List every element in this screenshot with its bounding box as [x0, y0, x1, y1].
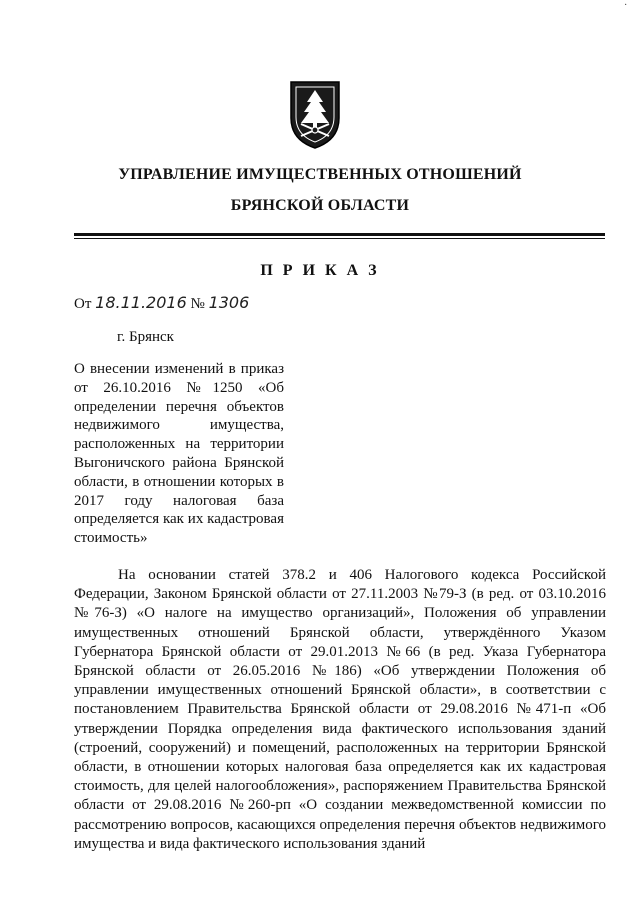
number-label: № [190, 296, 205, 312]
scan-mark: · [624, 0, 628, 11]
org-title-line1: УПРАВЛЕНИЕ ИМУЩЕСТВЕННЫХ ОТНОШЕНИЙ [118, 166, 522, 183]
org-title-line2: БРЯНСКОЙ ОБЛАСТИ [230, 197, 410, 214]
document-type-title: П Р И К А З [260, 262, 380, 279]
order-body-paragraph: На основании статей 378.2 и 406 Налогового кодекса Российской Федерации, Законом Брянской области от 27.11.2003 №79-З (в ред. от 03.10.2016 №76-З) «О налоге на имущество организаций», Положения об управлении имущественных отношений Брянской области, утверждённого Указом Губернатора Брянской области от 29.01.2013 №66 (в ред. Указа Губернатора Брянской области от 26.05.2016 №186) «Об утверждении Положения об управлении имущественных отношений Брянской области», в соответствии с постановлением Правительства Брянской области от 29.08.2016 №471-п «Об утверждении Порядка определения вида фактического использования зданий (строений, сооружений) и помещений, расположенных на территории Брянской области, в отношении которых налоговая база определяется как их кадастровая стоимость, для целей налогообложения», распоряжением Правительства Брянской области от 29.08.2016 №260-рп «О создании межведомственной комиссии по рассмотрению вопросов, касающихся определения перечня объектов недвижимого имущества и вида фактического использования зданий [74, 567, 606, 852]
bryansk-coat-of-arms-icon [287, 78, 343, 150]
date-number-line [74, 293, 249, 313]
order-subject: О внесении изменений в приказ от 26.10.2016 №1250 «Об определении перечня объектов недвижимого имущества, расположенных на территории Выгоничского района Брянской области, в отношении которых в 2017 году налоговая база определяется как их кадастровая стоимость» [74, 361, 284, 547]
header-divider-thick [74, 233, 605, 236]
date-prefix: От [74, 296, 92, 312]
handwritten-number: 1306 [208, 293, 250, 312]
header-divider-thin [74, 238, 605, 239]
city-line: г. Брянск [117, 329, 174, 345]
handwritten-date: 18.11.2016 [95, 293, 187, 312]
